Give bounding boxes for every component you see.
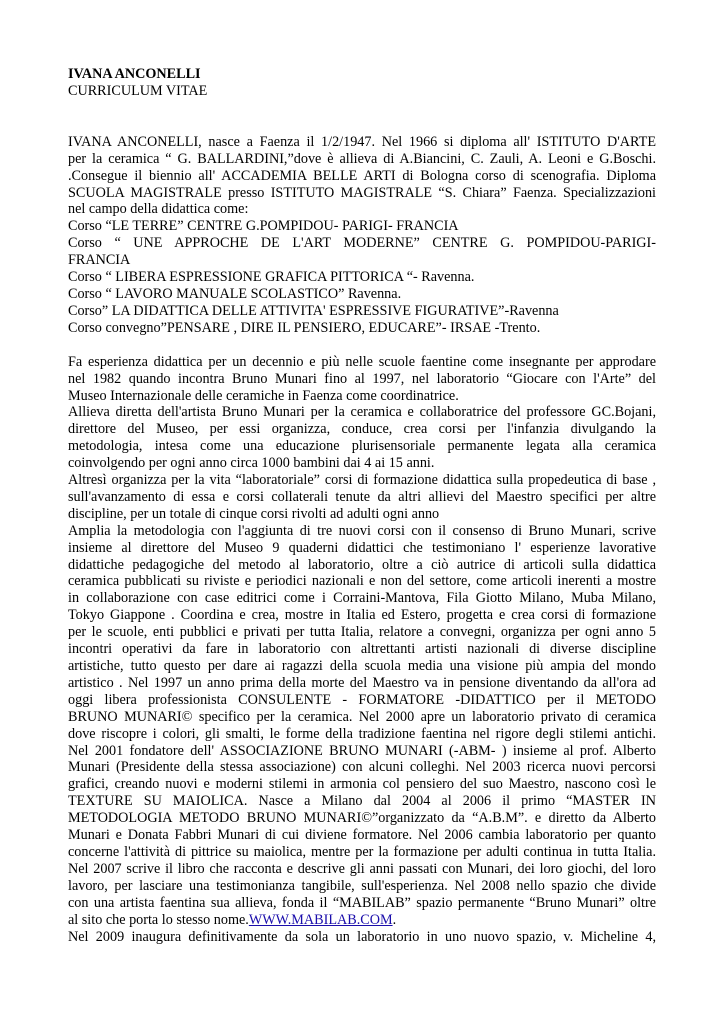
text-line: direttore del Museo, per essi organizza, conduce, crea corsi per l'infanzia divulgando la	[68, 421, 656, 438]
course-line: Corso “ LAVORO MANUALE SCOLASTICO” Ravenna.	[68, 285, 402, 302]
course-line: Corso “LE TERRE” CENTRE G.POMPIDOU- PARIGI- FRANCIA	[68, 218, 459, 235]
text-line: BRUNO MUNARI© specifico per la ceramica. Nel 2000 apre un laboratorio privato di ceramica	[68, 708, 656, 725]
spacer	[68, 100, 656, 117]
text-line: SCUOLA MAGISTRALE presso ISTITUTO MAGISTRALE “S. Chiara” Faenza. Specializzazioni	[68, 184, 656, 201]
text-line: incontri operativi da fare in laboratorio con altrettanti artisti nazionali di diverse discipline	[68, 641, 656, 658]
text-line: Munari (Presidente della stessa associazione) con alcuni colleghi. Nel 2003 ricerca nuovi percorsi	[68, 759, 656, 776]
spacer	[68, 117, 656, 134]
text-line: ceramica pubblicati su riviste e periodici nazionali e non del settore, come articoli inerenti a mostre	[68, 573, 656, 590]
website-link[interactable]: WWW.MABILAB.COM	[248, 911, 393, 928]
text-line: TEXTURE SU MAIOLICA. Nasce a Milano dal 2004 al 2006 il primo “MASTER IN	[68, 793, 656, 810]
cv-page	[68, 66, 656, 945]
spacer	[68, 337, 656, 354]
text-line: didattiche pedagogiche del metodo al laboratorio, oltre a ciò autrice di articoli sulla didattica	[68, 556, 656, 573]
text-line: METODOLOGIA METODO BRUNO MUNARI©”organizzato da “A.B.M”. e diretto da Alberto	[68, 810, 656, 827]
text-line: Fa esperienza didattica per un decennio e più nelle scuole faentine come insegnante per approdare	[68, 353, 656, 370]
text-line: discipline, per un totale di cinque corsi rivolti ad adulti ogni anno	[68, 505, 440, 522]
text-line: oggi libera professionista CONSULENTE - FORMATORE -DIDATTICO per il METODO	[68, 691, 656, 708]
course-line: Corso “ LIBERA ESPRESSIONE GRAFICA PITTORICA “- Ravenna.	[68, 269, 475, 286]
text-line: per le scuole, enti pubblici e privati per tutta Italia, relatore a convegni, organizza per ogni anno 5	[68, 624, 656, 641]
course-line: Corso” LA DIDATTICA DELLE ATTIVITA' ESPRESSIVE FIGURATIVE”-Ravenna	[68, 302, 559, 319]
text-line: Tokyo Giappone . Coordina e crea, mostre in Italia ed Estero, progetta e crea corsi di formazione	[68, 607, 656, 624]
text-line: Munari e Donata Fabbri Munari di cui diviene formatore. Nel 2006 cambia laboratorio per quanto	[68, 827, 656, 844]
text-line: nel 1982 quando incontra Bruno Munari fino al 1997, nel laboratorio “Giocare con l'Arte” del	[68, 370, 656, 387]
course-line: Corso convegno”PENSARE , DIRE IL PENSIERO, EDUCARE”- IRSAE -Trento.	[68, 319, 541, 336]
text-line: Nel 2009 inaugura definitivamente da sola un laboratorio in uno nuovo spazio, v. Micheline 4,	[68, 928, 656, 945]
text-line: artistico . Nel 1997 un anno prima della morte del Maestro va in pensione diventando da all'ora ad	[68, 674, 656, 691]
author-name: IVANA ANCONELLI	[68, 66, 201, 82]
text-line: artistiche, tutto questo per dare ai ragazzi della scuola media una visione più ampia del mondo	[68, 658, 656, 674]
text-line: sull'avanzamento di essa e corsi collaterali tenute da altri allievi del Maestro specifici per altre	[68, 488, 656, 505]
course-line: Corso “ UNE APPROCHE DE L'ART MODERNE” CENTRE G. POMPIDOU-PARIGI-	[68, 235, 656, 252]
text-fragment: al sito che porta lo stesso nome.	[68, 911, 249, 928]
text-line: dove riscopre i colori, gli smalti, le forme della tradizione faentina nel rigore degli stilemi antichi.	[68, 725, 656, 742]
text-line: IVANA ANCONELLI, nasce a Faenza il 1/2/1947. Nel 1966 si diploma all' ISTITUTO D'ARTE	[68, 133, 656, 150]
text-line: metodologia, intesa come una educazione plurisensoriale permanente legata alla ceramica	[68, 438, 656, 455]
text-line: concerne l'attività di pittrice su maiolica, mentre per la formazione per adulti continua in tutta Italia.	[68, 843, 656, 860]
text-line: con una artista faentina sua allieva, fonda il “MABILAB” spazio permanente “Bruno Munari” oltre	[68, 894, 656, 911]
text-line: insieme al direttore del Museo 9 quaderni didattici che testimoniano l' esperienze lavorative	[68, 539, 656, 556]
text-line: in collaborazione con case editrici come i Corraini-Mantova, Fila Giotto Milano, Muba Milano,	[68, 590, 656, 607]
text-line: Nel 2007 scrive il libro che racconta e descrive gli anni passati con Munari, dei loro giochi, del loro	[68, 860, 656, 877]
text-line-with-link	[68, 912, 656, 929]
text-line: lavoro, per lasciare una testimonianza tangibile, sull'esperienza. Nel 2008 nello spazio che divide	[68, 877, 656, 894]
text-line: per la ceramica “ G. BALLARDINI,”dove è allieva di A.Biancini, C. Zauli, A. Leoni e G.Boschi.	[68, 150, 656, 167]
text-line: grafici, creando nuovi e moderni stilemi in armonia col pensiero del suo Maestro, nascono così le	[68, 776, 656, 793]
text-line: Altresì organizza per la vita “laboratoriale” corsi di formazione didattica sulla propedeutica di base ,	[68, 472, 656, 489]
text-line: Allieva diretta dell'artista Bruno Munari per la ceramica e collaboratrice del professore GC.Bojani,	[68, 404, 656, 421]
text-line: Museo Internazionale delle ceramiche in Faenza come coordinatrice.	[68, 387, 459, 404]
text-line: nel campo della didattica come:	[68, 201, 249, 218]
paragraph-experience	[68, 354, 656, 946]
text-fragment: .	[392, 911, 397, 928]
text-line: .Consegue il biennio all' ACCADEMIA BELLE ARTI di Bologna corso di scenografia. Diploma	[68, 167, 656, 184]
text-line: coinvolgendo per ogni anno circa 1000 bambini dai 4 ai 15 anni.	[68, 455, 435, 472]
text-line: Amplia la metodologia con l'aggiunta di tre nuovi corsi con il consenso di Bruno Munari, scrive	[68, 522, 656, 539]
text-line: Nel 2001 fondatore dell' ASSOCIAZIONE BRUNO MUNARI (-ABM- ) insieme al prof. Alberto	[68, 742, 656, 759]
paragraph-biography	[68, 134, 656, 337]
document-subtitle: CURRICULUM VITAE	[68, 82, 208, 99]
course-line: FRANCIA	[68, 252, 131, 269]
